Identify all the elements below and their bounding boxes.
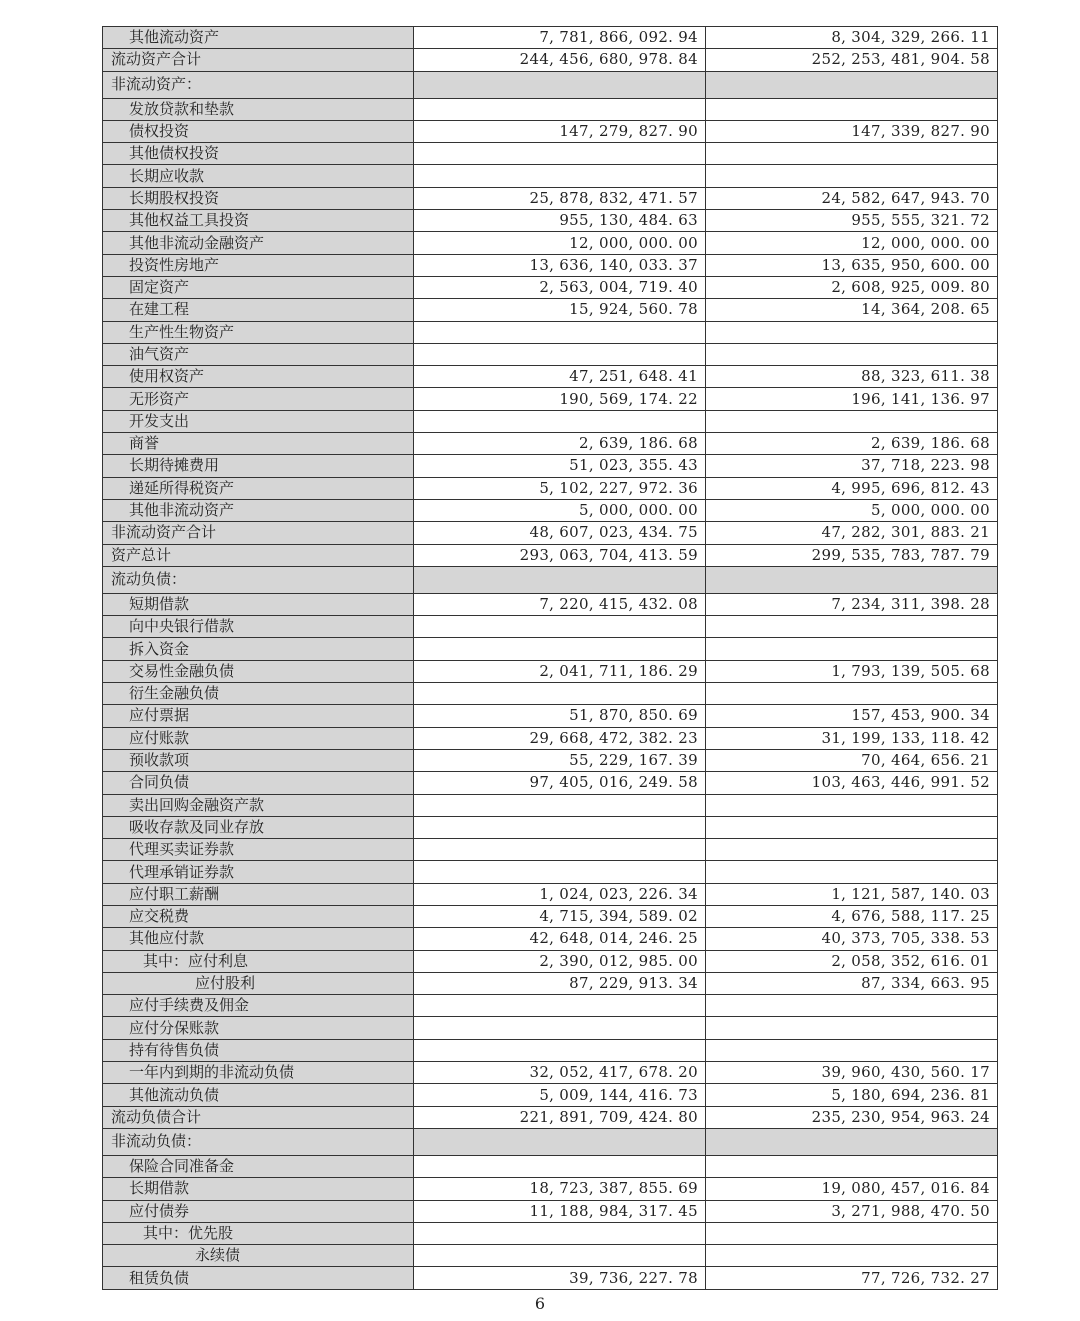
row-label: 递延所得税资产 (103, 477, 414, 499)
table-row (103, 98, 998, 120)
current-period-value (414, 1155, 706, 1177)
current-period-value: 15, 924, 560. 78 (414, 299, 706, 321)
current-period-value (414, 1128, 706, 1155)
current-period-value (414, 321, 706, 343)
prior-period-value (706, 98, 998, 120)
row-label: 应付债券 (103, 1200, 414, 1222)
current-period-value: 48, 607, 023, 434. 75 (414, 522, 706, 544)
row-label: 使用权资产 (103, 366, 414, 388)
current-period-value: 5, 102, 227, 972. 36 (414, 477, 706, 499)
table-row (103, 477, 998, 499)
table-row (103, 794, 998, 816)
balance-sheet-body (103, 27, 998, 1290)
row-label: 应付票据 (103, 705, 414, 727)
table-row (103, 522, 998, 544)
table-row (103, 683, 998, 705)
current-period-value: 2, 041, 711, 186. 29 (414, 660, 706, 682)
prior-period-value: 157, 453, 900. 34 (706, 705, 998, 727)
table-row (103, 1039, 998, 1061)
prior-period-value: 7, 234, 311, 398. 28 (706, 593, 998, 615)
current-period-value (414, 343, 706, 365)
row-label: 应付股利 (103, 972, 414, 994)
table-row (103, 972, 998, 994)
prior-period-value: 1, 793, 139, 505. 68 (706, 660, 998, 682)
row-label: 长期应收款 (103, 165, 414, 187)
row-label: 长期待摊费用 (103, 455, 414, 477)
table-row (103, 593, 998, 615)
prior-period-value: 1, 121, 587, 140. 03 (706, 883, 998, 905)
current-period-value (414, 1017, 706, 1039)
row-label: 预收款项 (103, 749, 414, 771)
prior-period-value: 5, 000, 000. 00 (706, 499, 998, 521)
table-row (103, 232, 998, 254)
table-row (103, 27, 998, 49)
prior-period-value (706, 343, 998, 365)
row-label: 投资性房地产 (103, 254, 414, 276)
prior-period-value: 14, 364, 208. 65 (706, 299, 998, 321)
row-label: 交易性金融负债 (103, 660, 414, 682)
row-label: 资产总计 (103, 544, 414, 566)
table-row (103, 727, 998, 749)
table-row (103, 187, 998, 209)
current-period-value: 5, 009, 144, 416. 73 (414, 1084, 706, 1106)
current-period-value: 42, 648, 014, 246. 25 (414, 928, 706, 950)
prior-period-value: 299, 535, 783, 787. 79 (706, 544, 998, 566)
prior-period-value: 955, 555, 321. 72 (706, 210, 998, 232)
table-row (103, 1084, 998, 1106)
row-label: 其他非流动资产 (103, 499, 414, 521)
prior-period-value: 47, 282, 301, 883. 21 (706, 522, 998, 544)
prior-period-value (706, 410, 998, 432)
row-label: 非流动资产合计 (103, 522, 414, 544)
current-period-value (414, 995, 706, 1017)
prior-period-value (706, 839, 998, 861)
table-row (103, 321, 998, 343)
prior-period-value (706, 861, 998, 883)
row-label: 商誉 (103, 433, 414, 455)
current-period-value: 293, 063, 704, 413. 59 (414, 544, 706, 566)
table-row (103, 883, 998, 905)
current-period-value: 2, 563, 004, 719. 40 (414, 276, 706, 298)
table-row (103, 816, 998, 838)
prior-period-value (706, 816, 998, 838)
prior-period-value (706, 1017, 998, 1039)
current-period-value: 87, 229, 913. 34 (414, 972, 706, 994)
row-label: 向中央银行借款 (103, 616, 414, 638)
table-row (103, 299, 998, 321)
row-label: 保险合同准备金 (103, 1155, 414, 1177)
prior-period-value: 3, 271, 988, 470. 50 (706, 1200, 998, 1222)
current-period-value: 955, 130, 484. 63 (414, 210, 706, 232)
page-number: 6 (534, 1294, 546, 1313)
prior-period-value (706, 566, 998, 593)
prior-period-value (706, 616, 998, 638)
current-period-value (414, 839, 706, 861)
table-row (103, 1245, 998, 1267)
prior-period-value: 12, 000, 000. 00 (706, 232, 998, 254)
table-row (103, 1200, 998, 1222)
row-label: 应付手续费及佣金 (103, 995, 414, 1017)
table-row (103, 210, 998, 232)
current-period-value (414, 616, 706, 638)
row-label: 一年内到期的非流动负债 (103, 1062, 414, 1084)
row-label: 拆入资金 (103, 638, 414, 660)
table-row (103, 772, 998, 794)
current-period-value: 1, 024, 023, 226. 34 (414, 883, 706, 905)
row-label: 无形资产 (103, 388, 414, 410)
prior-period-value: 39, 960, 430, 560. 17 (706, 1062, 998, 1084)
table-row (103, 1178, 998, 1200)
row-label: 其他权益工具投资 (103, 210, 414, 232)
prior-period-value (706, 1245, 998, 1267)
row-label: 卖出回购金融资产款 (103, 794, 414, 816)
current-period-value: 39, 736, 227. 78 (414, 1267, 706, 1289)
row-label: 其中：应付利息 (103, 950, 414, 972)
table-row (103, 861, 998, 883)
row-label: 持有待售负债 (103, 1039, 414, 1061)
row-label: 流动负债合计 (103, 1106, 414, 1128)
prior-period-value (706, 638, 998, 660)
prior-period-value (706, 143, 998, 165)
current-period-value (414, 1245, 706, 1267)
balance-sheet-table (102, 26, 998, 1290)
current-period-value (414, 683, 706, 705)
prior-period-value: 235, 230, 954, 963. 24 (706, 1106, 998, 1128)
table-row (103, 1128, 998, 1155)
table-row (103, 705, 998, 727)
row-label: 其中：优先股 (103, 1222, 414, 1244)
current-period-value: 55, 229, 167. 39 (414, 749, 706, 771)
table-row (103, 433, 998, 455)
row-label: 债权投资 (103, 120, 414, 142)
table-row (103, 905, 998, 927)
table-row (103, 928, 998, 950)
row-label: 应付账款 (103, 727, 414, 749)
prior-period-value (706, 1155, 998, 1177)
current-period-value: 97, 405, 016, 249. 58 (414, 772, 706, 794)
table-row (103, 1222, 998, 1244)
table-row (103, 410, 998, 432)
prior-period-value (706, 794, 998, 816)
prior-period-value: 2, 058, 352, 616. 01 (706, 950, 998, 972)
table-row (103, 1155, 998, 1177)
current-period-value: 47, 251, 648. 41 (414, 366, 706, 388)
current-period-value: 2, 639, 186. 68 (414, 433, 706, 455)
current-period-value (414, 143, 706, 165)
current-period-value (414, 638, 706, 660)
current-period-value: 25, 878, 832, 471. 57 (414, 187, 706, 209)
table-row (103, 143, 998, 165)
current-period-value (414, 816, 706, 838)
current-period-value: 7, 781, 866, 092. 94 (414, 27, 706, 49)
prior-period-value: 252, 253, 481, 904. 58 (706, 49, 998, 71)
table-row (103, 616, 998, 638)
table-row (103, 120, 998, 142)
prior-period-value (706, 321, 998, 343)
current-period-value (414, 794, 706, 816)
row-label: 代理承销证券款 (103, 861, 414, 883)
row-label: 永续债 (103, 1245, 414, 1267)
row-label: 其他应付款 (103, 928, 414, 950)
current-period-value: 51, 023, 355. 43 (414, 455, 706, 477)
prior-period-value (706, 165, 998, 187)
prior-period-value (706, 1222, 998, 1244)
prior-period-value: 40, 373, 705, 338. 53 (706, 928, 998, 950)
table-row (103, 455, 998, 477)
current-period-value: 7, 220, 415, 432. 08 (414, 593, 706, 615)
row-label: 开发支出 (103, 410, 414, 432)
current-period-value: 29, 668, 472, 382. 23 (414, 727, 706, 749)
table-row (103, 1017, 998, 1039)
row-label: 其他流动负债 (103, 1084, 414, 1106)
row-label: 非流动负债： (103, 1128, 414, 1155)
current-period-value: 221, 891, 709, 424. 80 (414, 1106, 706, 1128)
row-label: 长期股权投资 (103, 187, 414, 209)
current-period-value (414, 1039, 706, 1061)
row-label: 应交税费 (103, 905, 414, 927)
prior-period-value: 13, 635, 950, 600. 00 (706, 254, 998, 276)
table-row (103, 950, 998, 972)
row-label: 合同负债 (103, 772, 414, 794)
row-label: 在建工程 (103, 299, 414, 321)
current-period-value: 190, 569, 174. 22 (414, 388, 706, 410)
row-label: 流动资产合计 (103, 49, 414, 71)
prior-period-value: 147, 339, 827. 90 (706, 120, 998, 142)
current-period-value: 13, 636, 140, 033. 37 (414, 254, 706, 276)
current-period-value (414, 566, 706, 593)
current-period-value: 32, 052, 417, 678. 20 (414, 1062, 706, 1084)
prior-period-value: 37, 718, 223. 98 (706, 455, 998, 477)
prior-period-value (706, 683, 998, 705)
row-label: 油气资产 (103, 343, 414, 365)
prior-period-value: 87, 334, 663. 95 (706, 972, 998, 994)
prior-period-value: 5, 180, 694, 236. 81 (706, 1084, 998, 1106)
table-row (103, 343, 998, 365)
prior-period-value (706, 71, 998, 98)
current-period-value (414, 98, 706, 120)
prior-period-value: 2, 608, 925, 009. 80 (706, 276, 998, 298)
prior-period-value: 103, 463, 446, 991. 52 (706, 772, 998, 794)
table-row (103, 566, 998, 593)
prior-period-value: 77, 726, 732. 27 (706, 1267, 998, 1289)
table-row (103, 499, 998, 521)
table-row (103, 1062, 998, 1084)
current-period-value (414, 1222, 706, 1244)
table-row (103, 638, 998, 660)
row-label: 其他流动资产 (103, 27, 414, 49)
row-label: 发放贷款和垫款 (103, 98, 414, 120)
row-label: 衍生金融负债 (103, 683, 414, 705)
current-period-value (414, 410, 706, 432)
current-period-value (414, 861, 706, 883)
prior-period-value: 2, 639, 186. 68 (706, 433, 998, 455)
current-period-value: 5, 000, 000. 00 (414, 499, 706, 521)
prior-period-value: 4, 676, 588, 117. 25 (706, 905, 998, 927)
current-period-value (414, 71, 706, 98)
row-label: 吸收存款及同业存放 (103, 816, 414, 838)
row-label: 应付职工薪酬 (103, 883, 414, 905)
row-label: 长期借款 (103, 1178, 414, 1200)
row-label: 生产性生物资产 (103, 321, 414, 343)
row-label: 非流动资产： (103, 71, 414, 98)
current-period-value: 51, 870, 850. 69 (414, 705, 706, 727)
row-label: 应付分保账款 (103, 1017, 414, 1039)
prior-period-value (706, 1039, 998, 1061)
row-label: 代理买卖证券款 (103, 839, 414, 861)
table-row (103, 544, 998, 566)
current-period-value: 18, 723, 387, 855. 69 (414, 1178, 706, 1200)
table-row (103, 1267, 998, 1289)
prior-period-value: 4, 995, 696, 812. 43 (706, 477, 998, 499)
table-row (103, 71, 998, 98)
table-row (103, 49, 998, 71)
prior-period-value: 196, 141, 136. 97 (706, 388, 998, 410)
prior-period-value: 31, 199, 133, 118. 42 (706, 727, 998, 749)
table-row (103, 388, 998, 410)
prior-period-value: 8, 304, 329, 266. 11 (706, 27, 998, 49)
current-period-value: 12, 000, 000. 00 (414, 232, 706, 254)
row-label: 流动负债： (103, 566, 414, 593)
current-period-value: 147, 279, 827. 90 (414, 120, 706, 142)
current-period-value: 4, 715, 394, 589. 02 (414, 905, 706, 927)
prior-period-value (706, 995, 998, 1017)
prior-period-value: 70, 464, 656. 21 (706, 749, 998, 771)
table-row (103, 995, 998, 1017)
table-row (103, 839, 998, 861)
current-period-value: 244, 456, 680, 978. 84 (414, 49, 706, 71)
table-row (103, 366, 998, 388)
prior-period-value (706, 1128, 998, 1155)
current-period-value: 11, 188, 984, 317. 45 (414, 1200, 706, 1222)
row-label: 其他非流动金融资产 (103, 232, 414, 254)
table-row (103, 165, 998, 187)
table-row (103, 276, 998, 298)
prior-period-value: 24, 582, 647, 943. 70 (706, 187, 998, 209)
table-row (103, 660, 998, 682)
table-row (103, 254, 998, 276)
row-label: 固定资产 (103, 276, 414, 298)
table-row (103, 1106, 998, 1128)
current-period-value (414, 165, 706, 187)
prior-period-value: 19, 080, 457, 016. 84 (706, 1178, 998, 1200)
row-label: 租赁负债 (103, 1267, 414, 1289)
row-label: 短期借款 (103, 593, 414, 615)
table-row (103, 749, 998, 771)
prior-period-value: 88, 323, 611. 38 (706, 366, 998, 388)
row-label: 其他债权投资 (103, 143, 414, 165)
current-period-value: 2, 390, 012, 985. 00 (414, 950, 706, 972)
